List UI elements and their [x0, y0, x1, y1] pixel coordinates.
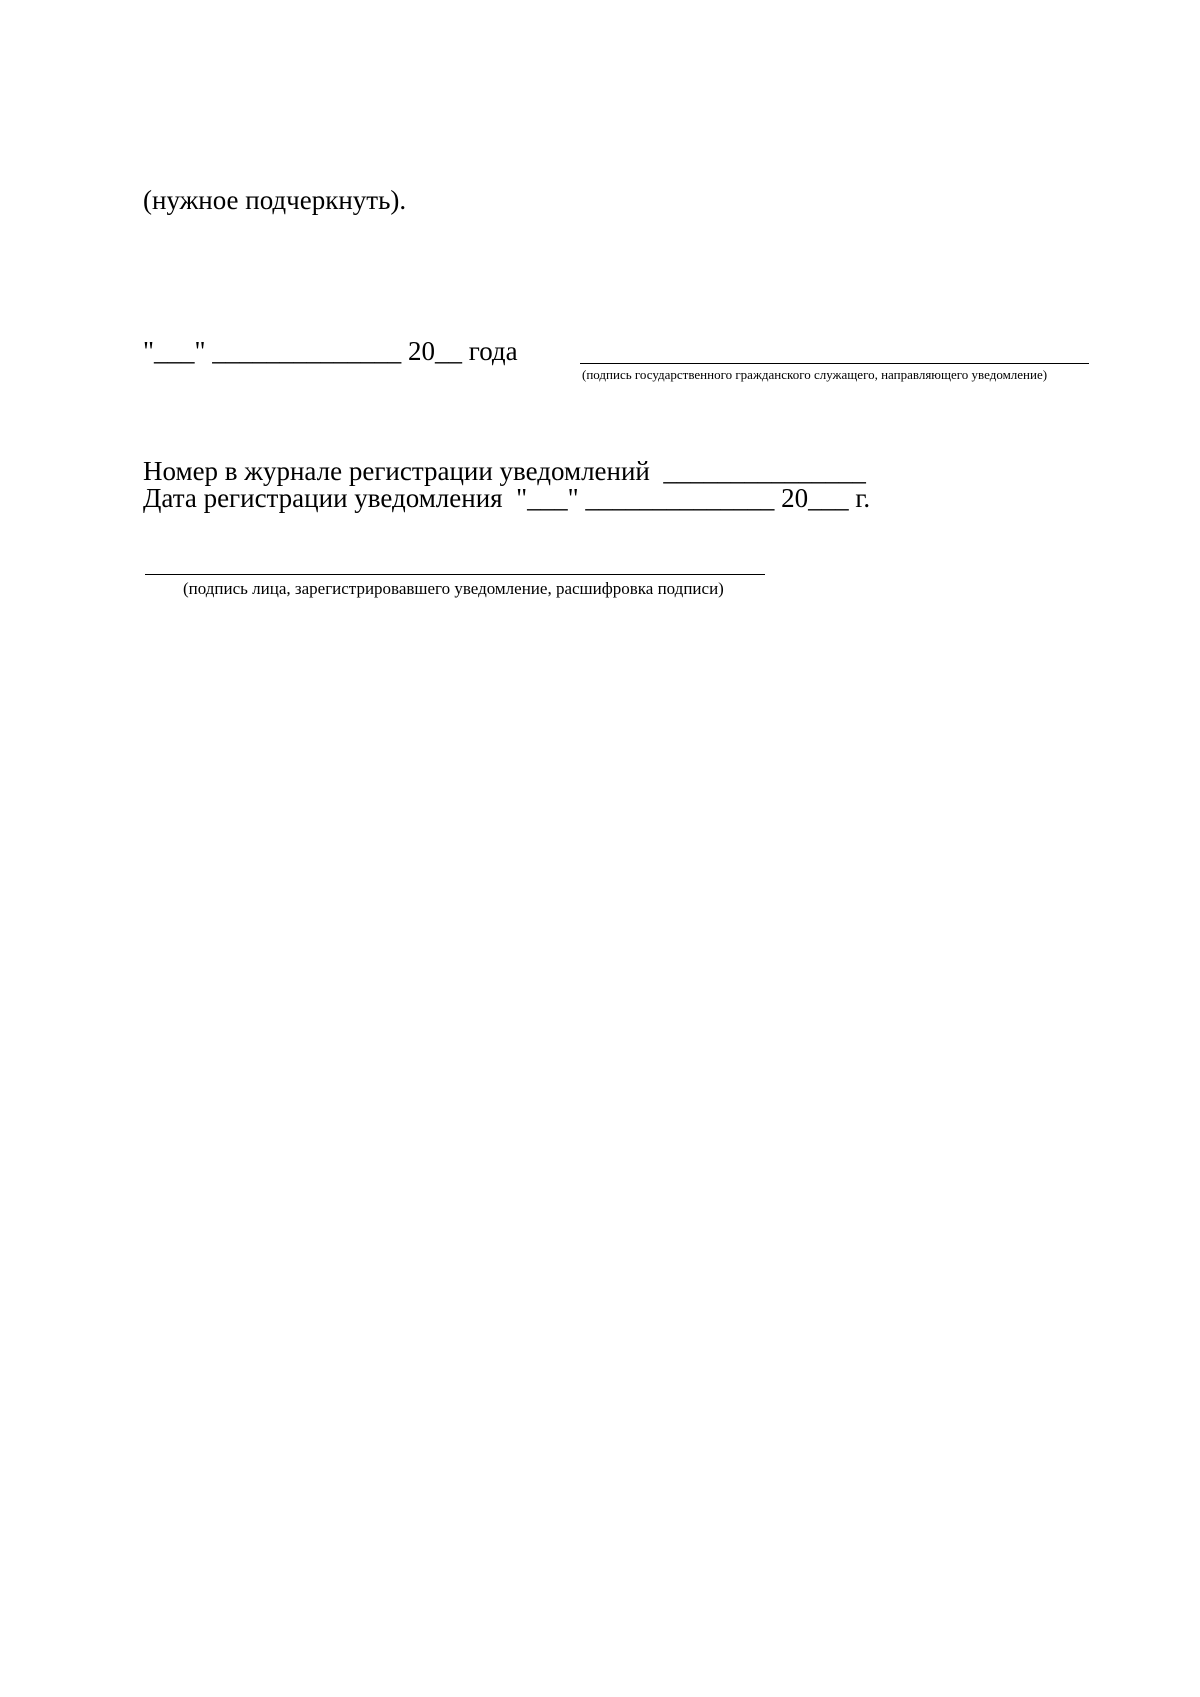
employee-signature-line [580, 363, 1089, 364]
employee-signature-caption: (подпись государственного гражданского служащего, направляющего уведомление) [582, 367, 1048, 382]
registrar-signature-caption: (подпись лица, зарегистрировавшего уведомление, расшифровка подписи) [183, 579, 724, 598]
instruction-line: (нужное подчеркнуть). [143, 185, 407, 215]
journal-number-line: Номер в журнале регистрации уведомлений _______________ [143, 456, 866, 486]
registration-date-line: Дата регистрации уведомления "___" ______________ 20___ г. [143, 483, 871, 513]
date-line: "___" ______________ 20__ года [143, 336, 518, 366]
registrar-signature-line [145, 574, 765, 575]
